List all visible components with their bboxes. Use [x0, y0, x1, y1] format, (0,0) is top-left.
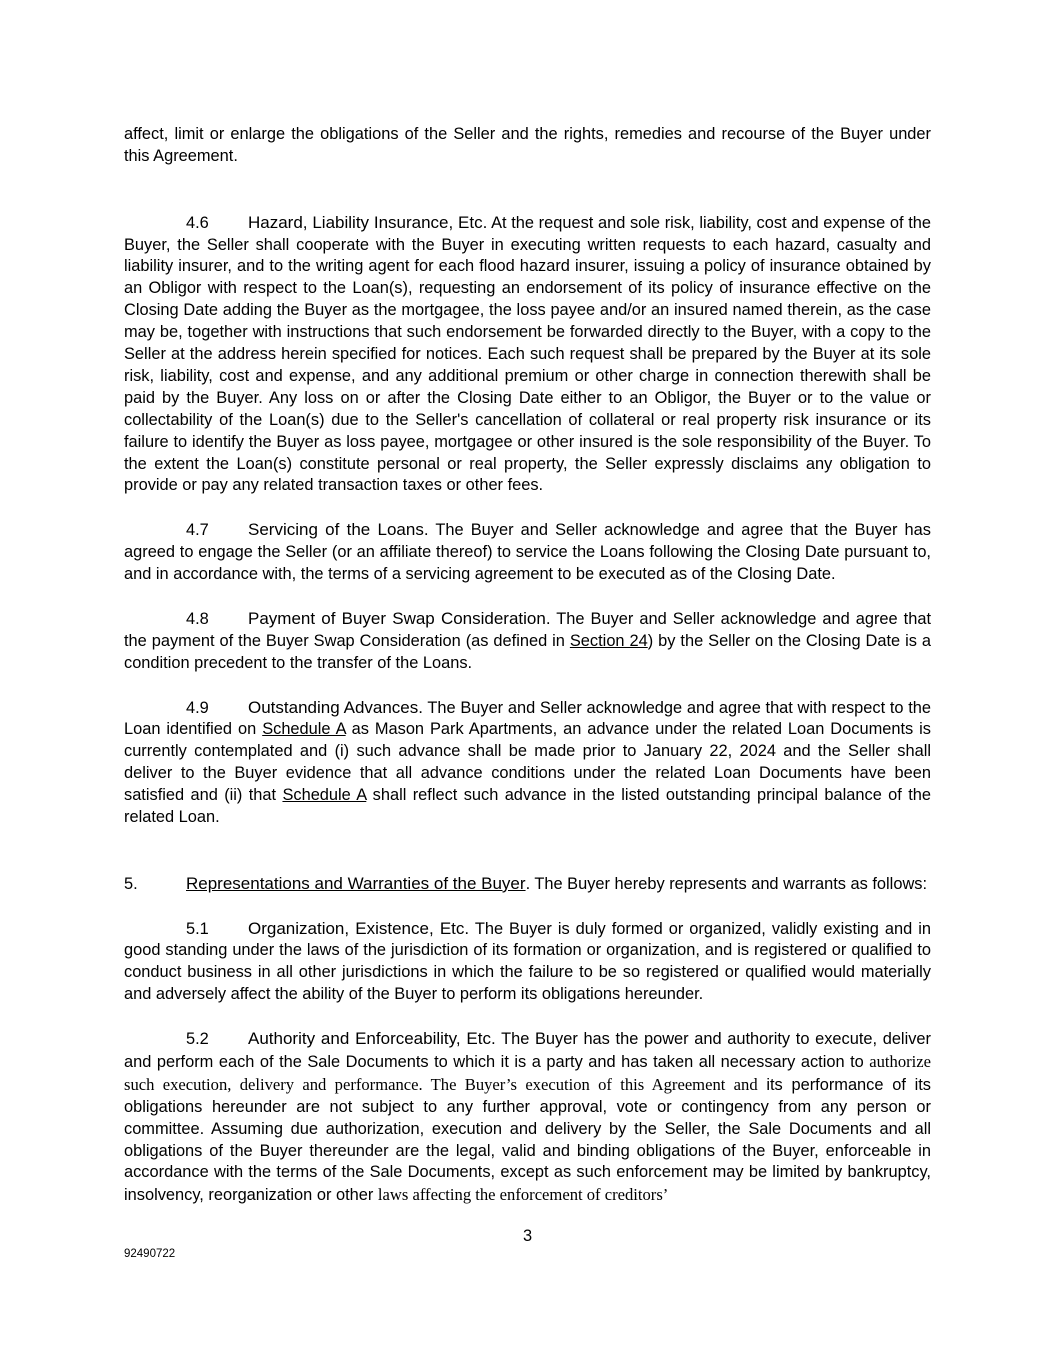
section-4-8 [124, 608, 931, 675]
section-body: shall reflect such advance in the listed outstanding principal balance of the related Loan. [124, 786, 931, 827]
section-body: The Buyer has the power and authority to execute, deliver and perform each of the Sale Documents to which it is a party and has taken all necessary action to [124, 1030, 931, 1071]
section-heading: Organization, Existence, Etc. [248, 918, 470, 938]
section-4-9 [124, 697, 931, 829]
section-body: as Mason Park Apartments, an advance under the related Loan Documents is currently contemplated and (i) such advance shall be made prior to January 22, 2024 and the Seller shall deliver to the Buyer evidence that all advance conditions under the related Loan Documents have been satisfied and (ii) that [124, 720, 931, 805]
section-body: its performance of its obligations hereunder are not subject to any further approval, vote or contingency from any person or committee. Assuming due authorization, execution and delivery by the Seller, the Sale Documents and all obligations of the Buyer thereunder are the legal, valid and binding obligations of the Buyer, enforceable in accordance with the terms of the Sale Documents, except as such enforcement may be limited by bankruptcy, insolvency, reorganization or other [124, 1075, 931, 1205]
document-id: 92490722 [124, 1248, 176, 1260]
section-body: . The Buyer hereby represents and warrants as follows: [525, 874, 928, 893]
section-heading: Outstanding Advances. [248, 697, 423, 717]
section-number: 4.6 [186, 213, 209, 232]
carryover-paragraph: affect, limit or enlarge the obligations of the Seller and the rights, remedies and recourse of the Buyer under this Agreement. [124, 125, 931, 165]
page-number: 3 [522, 1227, 533, 1245]
section-body: The Buyer and Seller acknowledge and agree that the payment of the Buyer Swap Consideration (as defined in [124, 609, 931, 650]
section-heading: Representations and Warranties of the Buyer [186, 873, 526, 893]
document-page [124, 124, 931, 1207]
section-body: ) by the Seller on the Closing Date is a condition precedent to the transfer of the Loans. [124, 631, 931, 672]
section-heading: Hazard, Liability Insurance, Etc. [248, 212, 488, 232]
section-body: The Buyer and Seller acknowledge and agree that the Buyer has agreed to engage the Seller (or an affiliate thereof) to service the Loans following the Closing Date pursuant to, and in accordance with, the terms of a servicing agreement to be executed as of the Closing Date. [124, 521, 931, 584]
section-heading: Payment of Buyer Swap Consideration. [248, 608, 551, 628]
section-number: 5.2 [186, 1030, 209, 1049]
section-number: 4.7 [186, 521, 209, 540]
section-heading: Servicing of the Loans. [248, 520, 429, 540]
section-4-6 [124, 212, 931, 498]
section-5-2 [124, 1028, 931, 1207]
section-body: At the request and sole risk, liability, cost and expense of the Buyer, the Seller shall cooperate with the Buyer in executing written requests to each hazard, casualty and liability insurer, and to the writing agent for each flood hazard insurer, issuing a policy of insurance obtained by an Obligor with respect to the Loan(s), requesting an endorsement of its policy of insurance effective on the Closing Date adding the Buyer as the mortgagee, the loss payee and/or an insured named therein, as the case may be, together with instructions that such endorsement be forwarded directly to the Buyer, with a copy to the Seller at the address herein specified for notices. Each such request shall be prepared by the Buyer at its sole risk, liability, cost and expense, and any additional premium or other charge in connection therewith shall be paid by the Buyer. Any loss on or after the Closing Date either to an Obligor, the Buyer or to the value or collectability of the Loan(s) due to the Seller's cancellation of collateral or real property risk insurance or its failure to identify the Buyer as loss payee, mortgagee or other insured is the sole responsibility of the Buyer. To the extent the Loan(s) constitute personal or real property, the Seller expressly disclaims any obligation to provide or pay any related transaction taxes or other fees. [124, 213, 931, 495]
schedule-a-reference: Schedule A [262, 720, 346, 739]
section-body-serif: authorize such execution, delivery and performance. The Buyer’s execution of this Agreement and [124, 1051, 931, 1094]
section-number: 4.8 [186, 609, 209, 628]
section-24-reference: Section 24 [569, 631, 648, 650]
section-body: The Buyer and Seller acknowledge and agree that with respect to the Loan identified on [124, 698, 931, 739]
section-5 [124, 873, 931, 896]
section-5-1 [124, 918, 931, 1007]
section-number: 5. [124, 874, 138, 893]
section-number: 5.1 [186, 919, 209, 938]
section-4-7 [124, 519, 931, 586]
schedule-a-reference: Schedule A [282, 786, 367, 805]
section-heading: Authority and Enforceability, Etc. [248, 1029, 496, 1049]
section-body: The Buyer is duly formed or organized, validly existing and in good standing under the laws of the jurisdiction of its formation or organization, and is registered or qualified to conduct business in all other jurisdictions in which the failure to be so registered or qualified would materially and adversely affect the ability of the Buyer to perform its obligations hereunder. [124, 919, 931, 1004]
section-body-serif: laws affecting the enforcement of creditors’ [377, 1185, 669, 1205]
section-number: 4.9 [186, 698, 209, 717]
